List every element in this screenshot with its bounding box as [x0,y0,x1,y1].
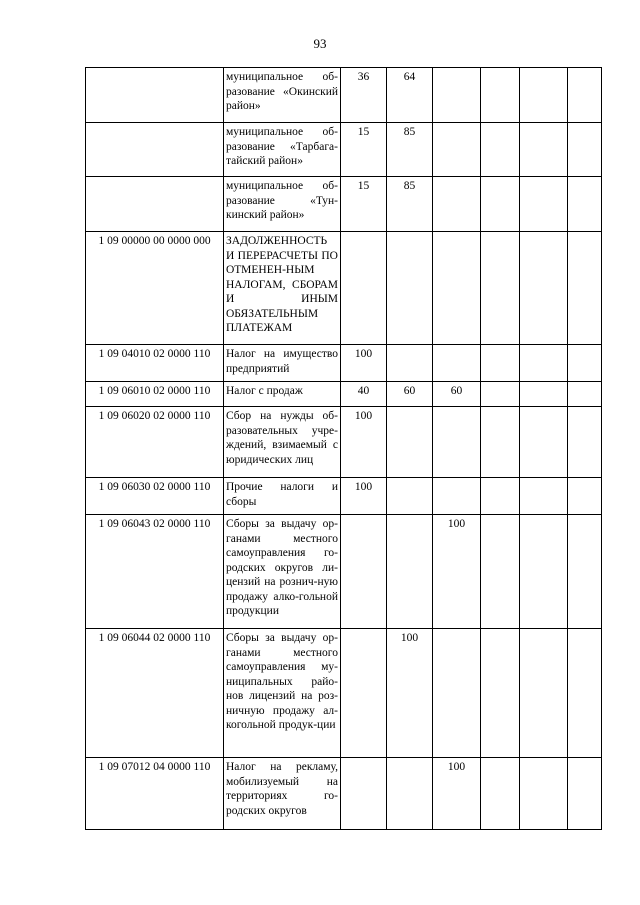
value-cell: 100 [387,629,433,758]
value-cell [387,345,433,382]
value-cell [520,232,568,345]
table-row [86,515,602,629]
value-cell [568,232,602,345]
table-row [86,345,602,382]
table-body [86,68,602,830]
value-cell [568,123,602,177]
value-cell: 100 [341,407,387,478]
budget-code-cell: 1 09 06020 02 0000 110 [86,407,224,478]
value-cell [520,758,568,830]
value-cell [387,232,433,345]
value-cell [341,758,387,830]
table-row [86,68,602,123]
value-cell [568,478,602,515]
value-cell [481,382,520,407]
value-cell: 36 [341,68,387,123]
item-name-cell: муниципальное об-разование «Тарбага-тайский район» [224,123,341,177]
value-cell [433,478,481,515]
value-cell [433,177,481,232]
table-row [86,232,602,345]
item-name-cell: Сбор на нужды об-разовательных учре-ждений, взимаемый с юридических лиц [224,407,341,478]
table-row [86,478,602,515]
value-cell [481,629,520,758]
value-cell [568,177,602,232]
value-cell [520,382,568,407]
value-cell: 60 [433,382,481,407]
value-cell [568,758,602,830]
table-row [86,758,602,830]
value-cell [568,515,602,629]
value-cell: 100 [433,758,481,830]
value-cell [520,68,568,123]
item-name-cell: ЗАДОЛЖЕННОСТЬ И ПЕРЕРАСЧЕТЫ ПО ОТМЕНЕН-НЫМ НАЛОГАМ, СБОРАМ И ИНЫМ ОБЯЗАТЕЛЬНЫМ ПЛАТЕЖАМ [224,232,341,345]
value-cell: 15 [341,177,387,232]
value-cell [481,407,520,478]
page-number: 93 [313,36,327,51]
value-cell [481,345,520,382]
revenue-distribution-table [85,67,602,830]
value-cell: 100 [341,345,387,382]
value-cell [481,232,520,345]
value-cell [433,345,481,382]
value-cell [568,68,602,123]
budget-code-cell: 1 09 06044 02 0000 110 [86,629,224,758]
value-cell: 100 [433,515,481,629]
budget-code-cell [86,68,224,123]
value-cell [433,407,481,478]
value-cell [341,629,387,758]
budget-code-cell: 1 09 06010 02 0000 110 [86,382,224,407]
item-name-cell: Сборы за выдачу ор-ганами местного самоуправления му-ниципальных райо-нов лицензий на роз-ничную продажу ал-когольной продук-ции [224,629,341,758]
value-cell [481,177,520,232]
budget-code-cell [86,123,224,177]
value-cell [520,123,568,177]
budget-code-cell: 1 09 06030 02 0000 110 [86,478,224,515]
value-cell [568,629,602,758]
value-cell [433,232,481,345]
budget-code-cell: 1 09 04010 02 0000 110 [86,345,224,382]
budget-code-cell: 1 09 07012 04 0000 110 [86,758,224,830]
value-cell [387,758,433,830]
value-cell: 40 [341,382,387,407]
item-name-cell: муниципальное об-разование «Окинский район» [224,68,341,123]
table-row [86,629,602,758]
budget-code-cell [86,177,224,232]
value-cell [341,232,387,345]
value-cell [481,515,520,629]
value-cell [520,177,568,232]
value-cell: 64 [387,68,433,123]
table-row [86,177,602,232]
value-cell [568,345,602,382]
value-cell: 85 [387,123,433,177]
value-cell [341,515,387,629]
value-cell [387,515,433,629]
value-cell: 60 [387,382,433,407]
item-name-cell: Налог на имущество предприятий [224,345,341,382]
item-name-cell: Прочие налоги и сборы [224,478,341,515]
value-cell [520,478,568,515]
value-cell [568,407,602,478]
value-cell [481,478,520,515]
table-row [86,123,602,177]
value-cell [481,123,520,177]
item-name-cell: Налог с продаж [224,382,341,407]
value-cell [520,515,568,629]
value-cell: 15 [341,123,387,177]
item-name-cell: муниципальное об-разование «Тун-кинский район» [224,177,341,232]
value-cell: 100 [341,478,387,515]
value-cell [520,345,568,382]
value-cell [433,123,481,177]
value-cell: 85 [387,177,433,232]
budget-code-cell: 1 09 00000 00 0000 000 [86,232,224,345]
value-cell [481,68,520,123]
value-cell [433,68,481,123]
table-row [86,382,602,407]
value-cell [520,407,568,478]
budget-code-cell: 1 09 06043 02 0000 110 [86,515,224,629]
table-row [86,407,602,478]
item-name-cell: Сборы за выдачу ор-ганами местного самоуправления го-родских округов ли-цензий на рознич-ную продажу алко-гольной продукции [224,515,341,629]
value-cell [433,629,481,758]
value-cell [481,758,520,830]
value-cell [520,629,568,758]
value-cell [387,478,433,515]
value-cell [568,382,602,407]
value-cell [387,407,433,478]
item-name-cell: Налог на рекламу, мобилизуемый на территориях го-родских округов [224,758,341,830]
